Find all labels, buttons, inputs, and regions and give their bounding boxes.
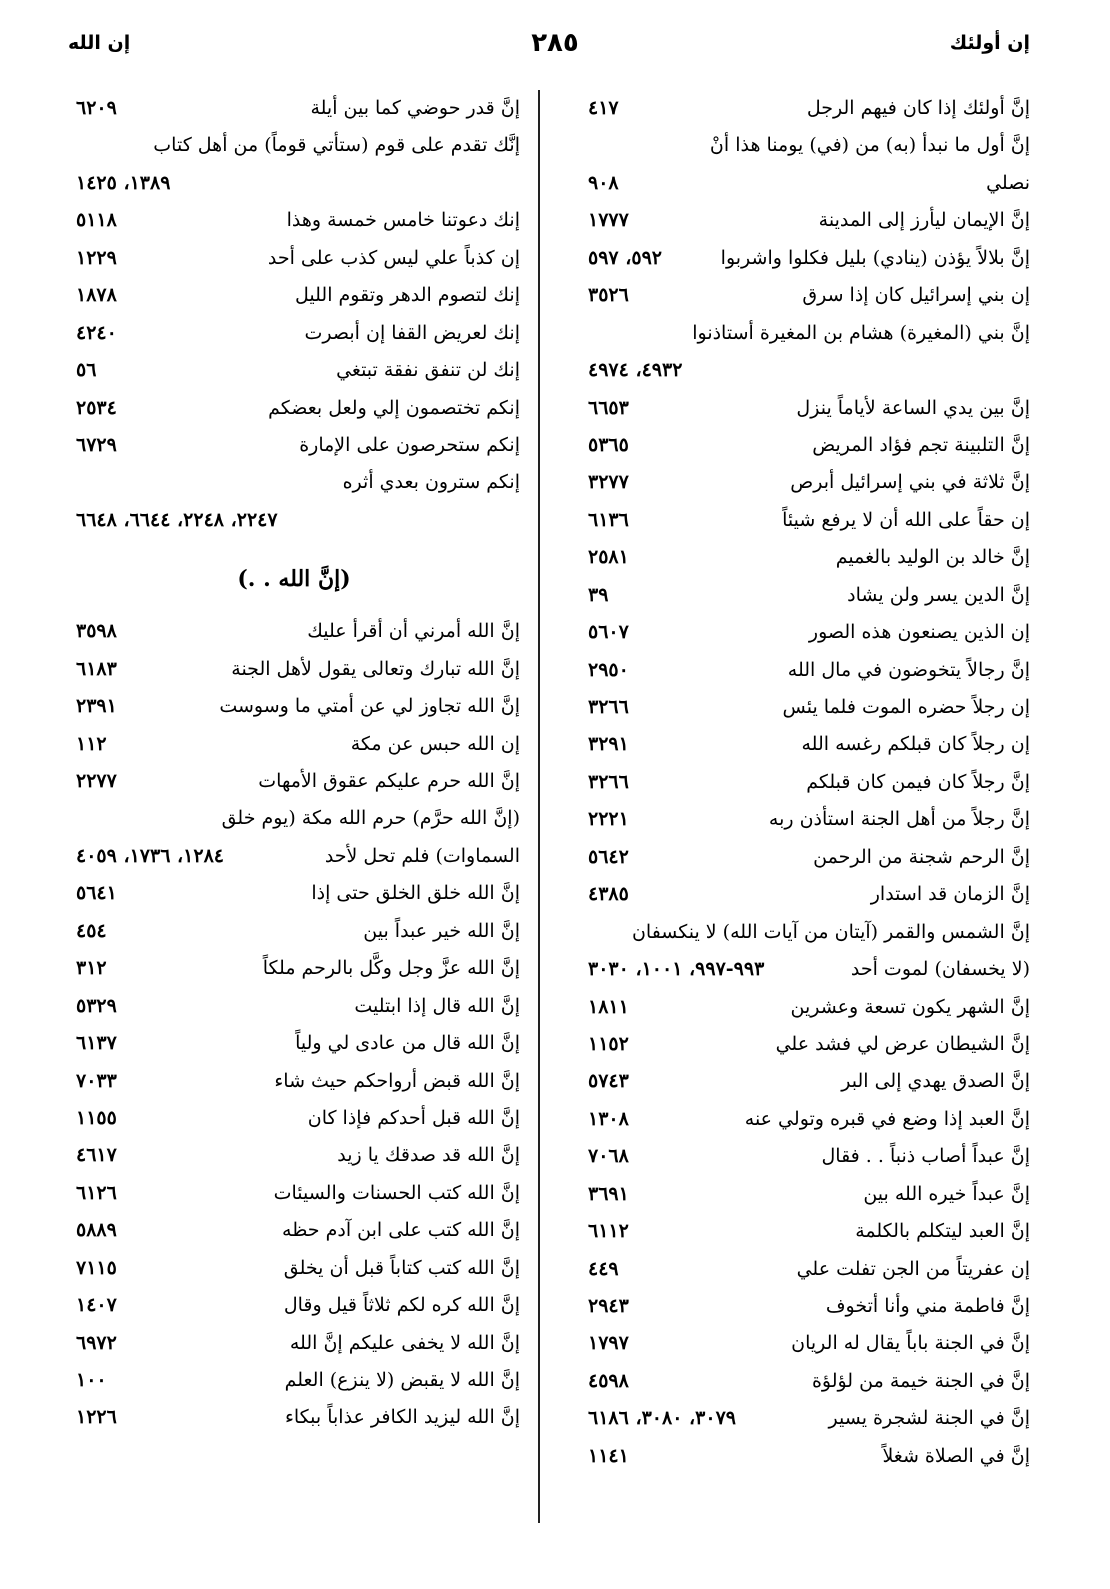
entry-number: ٥١١٨ xyxy=(76,209,117,232)
index-entry xyxy=(580,614,1030,651)
index-entry xyxy=(68,464,520,501)
entry-text: إنكم ستحرصون على الإمارة xyxy=(299,433,520,456)
entry-number: ٩٠٨ xyxy=(588,171,619,194)
entry-text: (إنَّ الله حرَّم) حرم الله مكة (يوم خلق xyxy=(221,807,520,830)
right-column xyxy=(580,90,1030,1475)
entry-number: ٢٣٩١ xyxy=(76,695,117,718)
index-entry xyxy=(68,90,520,127)
entry-number: ١٤٠٧ xyxy=(76,1294,117,1317)
entry-number: ٥٦٤٢ xyxy=(588,845,629,868)
index-entry xyxy=(68,651,520,688)
running-header-left: إن الله xyxy=(68,32,131,54)
index-entry xyxy=(580,1101,1030,1138)
entry-number: ٢٩٥٠ xyxy=(588,658,629,681)
entry-text: إنَّ الله أمرني أن أقرأ عليك xyxy=(307,620,520,643)
entry-number: ٥٨٨٩ xyxy=(76,1219,117,1242)
entry-number: ٧٠٣٣ xyxy=(76,1069,117,1092)
index-entry xyxy=(68,1137,520,1174)
index-entry xyxy=(580,1176,1030,1213)
index-entry xyxy=(68,1212,520,1249)
entry-text: إنَّ الله قبض أرواحكم حيث شاء xyxy=(274,1069,520,1092)
index-entry xyxy=(68,1100,520,1137)
entry-text: إنَّ الله قال إذا ابتليت xyxy=(354,994,520,1017)
entry-text: إنَّ رجالاً يتخوضون في مال الله xyxy=(787,658,1030,681)
entry-text: إنَّ في الجنة باباً يقال له الريان xyxy=(791,1332,1030,1355)
index-entry xyxy=(580,1063,1030,1100)
index-entry xyxy=(68,1362,520,1399)
index-entry xyxy=(580,427,1030,464)
entry-text: إنَّ في الجنة خيمة من لؤلؤة xyxy=(811,1369,1030,1392)
entry-text: إنَّ الزمان قد استدار xyxy=(870,883,1030,906)
index-entry xyxy=(68,277,520,314)
entry-text: إنَّ رجلاً كان فيمن كان قبلكم xyxy=(806,770,1030,793)
entry-number: ٥٦٠٧ xyxy=(588,621,629,644)
index-entry xyxy=(68,1287,520,1324)
entry-text: إنَّ العبد إذا وضع في قبره وتولي عنه xyxy=(744,1107,1030,1130)
entry-number: ٧١١٥ xyxy=(76,1256,117,1279)
entry-text: إنَّ الشمس والقمر (آيتان من آيات الله) لا ينكسفان xyxy=(631,920,1030,943)
entry-text: إنك لعريض القفا إن أبصرت xyxy=(304,321,520,344)
index-entry xyxy=(580,127,1030,164)
entry-number: ٤٢٤٠ xyxy=(76,321,117,344)
entry-number: ٢٩٤٣ xyxy=(588,1295,629,1317)
entry-number: ١١٢ xyxy=(76,732,107,755)
entry-text: إنَّ الله كتب الحسنات والسيئات xyxy=(273,1181,520,1204)
entry-number: ١١٥٢ xyxy=(588,1032,629,1055)
index-entry xyxy=(68,390,520,427)
index-entry xyxy=(68,763,520,800)
entry-text: إنَّ الله خلق الخلق حتى إذا xyxy=(311,882,520,905)
entry-number: ٢٥٣٤ xyxy=(76,396,117,419)
entry-number: ٦٦٥٣ xyxy=(588,396,629,419)
index-entry xyxy=(68,988,520,1025)
entry-number: ٣٢٦٦ xyxy=(588,770,629,793)
entry-number: ٥٩٢، ٥٩٧ xyxy=(588,246,662,269)
entry-text: إنَّ فاطمة مني وأنا أتخوف xyxy=(825,1295,1030,1317)
entry-text: إنَّ ثلاثة في بني إسرائيل أبرص xyxy=(790,471,1030,494)
entry-number: ١٧٩٧ xyxy=(588,1332,629,1355)
entry-number: ٣٥٢٦ xyxy=(588,284,629,307)
entry-number: ١٢٢٩ xyxy=(76,246,117,269)
entry-number: ٦١٨٣ xyxy=(76,657,117,680)
index-entry xyxy=(580,1138,1030,1175)
entry-text: إنَّ الدين يسر ولن يشاد xyxy=(847,583,1030,606)
entry-number: ٦١١٢ xyxy=(588,1220,629,1243)
index-entry xyxy=(68,1025,520,1062)
left-column xyxy=(68,90,520,1437)
index-entry xyxy=(68,688,520,725)
index-entry xyxy=(580,951,1030,988)
index-entry xyxy=(68,427,520,464)
index-entry xyxy=(580,689,1030,726)
entry-text: إن كذباً علي ليس كذب على أحد xyxy=(267,246,520,269)
entry-text: إنَّ قدر حوضي كما بين أيلة xyxy=(310,97,520,119)
entry-number: ١٨٧٨ xyxy=(76,284,117,307)
entry-number: ٦٧٢٩ xyxy=(76,433,117,456)
index-entry xyxy=(580,876,1030,913)
entry-number: ٢٢٧٧ xyxy=(76,770,117,792)
entry-number: ٦١٣٧ xyxy=(76,1032,117,1055)
index-entry xyxy=(68,838,520,875)
index-entry xyxy=(68,202,520,239)
section-title: (إنَّ الله . .) xyxy=(237,566,351,593)
index-entry xyxy=(580,839,1030,876)
entry-number: ٢٥٨١ xyxy=(588,546,629,569)
entry-number: ٩٩٣-٩٩٧، ١٠٠١، ٣٠٣٠ xyxy=(588,958,765,981)
entry-number: ٥٣٢٩ xyxy=(76,994,117,1017)
index-entry xyxy=(580,989,1030,1026)
entry-text: إنَّ عبداً خيره الله بين xyxy=(863,1182,1030,1205)
index-entry xyxy=(68,950,520,987)
index-entry xyxy=(68,1175,520,1212)
index-entry xyxy=(580,240,1030,277)
entry-number: ١١٥٥ xyxy=(76,1106,117,1129)
index-entry xyxy=(68,315,520,352)
entry-text: إنَّ الله تبارك وتعالى يقول لأهل الجنة xyxy=(231,657,520,680)
entry-text: إنَّ الله لا يخفى عليكم إنَّ الله xyxy=(289,1331,520,1354)
entry-text: إنك لن تنفق نفقة تبتغي xyxy=(336,359,520,382)
index-entry xyxy=(68,875,520,912)
entry-text: إنَّ الله عزَّ وجل وكَّل بالرحم ملكاً xyxy=(262,957,520,980)
index-entry xyxy=(68,726,520,763)
index-entry xyxy=(580,1251,1030,1288)
index-entry xyxy=(580,202,1030,239)
index-entry xyxy=(580,352,1030,389)
index-entry xyxy=(580,1438,1030,1475)
entry-text: إنَّ الله قبل أحدكم فإذا كان xyxy=(307,1106,520,1129)
index-entry xyxy=(580,1363,1030,1400)
entry-number: ٣١٢ xyxy=(76,957,107,980)
entry-text: إنَّك تقدم على قوم (ستأتي قوماً) من أهل كتاب xyxy=(153,134,520,157)
index-entry xyxy=(580,1026,1030,1063)
entry-number: ٦١٣٦ xyxy=(588,508,629,531)
entry-text: إنَّ الله خير عبداً بين xyxy=(363,919,520,942)
entry-text: إنَّ في الصلاة شغلاً xyxy=(882,1444,1030,1467)
entry-text: إنَّ أولئك إذا كان فيهم الرجل xyxy=(806,97,1030,119)
index-entry xyxy=(68,127,520,164)
entry-text: إنَّ التلبينة تجم فؤاد المريض xyxy=(812,433,1030,456)
entry-number: ٤٥٤ xyxy=(76,919,107,942)
entry-number: ١٣٨٩، ١٤٢٥ xyxy=(76,171,171,194)
running-header-right: إن أولئك xyxy=(949,32,1030,54)
entry-number: ٤١٧ xyxy=(588,97,619,119)
entry-text: إنَّ في الجنة لشجرة يسير xyxy=(828,1407,1030,1430)
entry-text: إنَّ خالد بن الوليد بالغميم xyxy=(835,546,1030,569)
entry-number: ٦٩٧٢ xyxy=(76,1331,117,1354)
entry-text: إنَّ العبد ليتكلم بالكلمة xyxy=(855,1220,1030,1243)
entry-text: (لا يخسفان) لموت أحد xyxy=(850,958,1030,981)
entry-text: إنَّ الله تجاوز لي عن أمتي ما وسوست xyxy=(219,695,520,718)
index-entry xyxy=(68,1325,520,1362)
entry-text: إنَّ عبداً أصاب ذنباً . . فقال xyxy=(821,1145,1030,1168)
entry-text: إنَّ بين يدي الساعة لأياماً ينزل xyxy=(796,396,1030,419)
entry-number: ١٢٨٤، ١٧٣٦، ٤٠٥٩ xyxy=(76,844,224,867)
index-entry xyxy=(580,277,1030,314)
left-column-entries xyxy=(68,90,520,539)
entry-text: إنَّ رجلاً من أهل الجنة استأذن ربه xyxy=(768,808,1030,831)
entry-text: إنَّ بلالاً يؤذن (ينادي) بليل فكلوا واشربوا xyxy=(720,246,1030,269)
entry-text: إنَّ الله قال من عادى لي ولياً xyxy=(295,1032,520,1055)
index-entry xyxy=(68,502,520,539)
entry-text: إن الذين يصنعون هذه الصور xyxy=(808,621,1030,644)
entry-number: ٣٢٩١ xyxy=(588,733,629,756)
index-entry xyxy=(68,913,520,950)
entry-number: ١٨١١ xyxy=(588,995,629,1018)
index-entry xyxy=(580,652,1030,689)
entry-number: ٧٠٦٨ xyxy=(588,1145,629,1168)
entry-text: إنَّ الله ليزيد الكافر عذاباً ببكاء xyxy=(284,1406,520,1429)
index-entry xyxy=(68,613,520,650)
entry-text: إنك دعوتنا خامس خمسة وهذا xyxy=(286,209,520,232)
entry-text: إن عفريتاً من الجن تفلت علي xyxy=(796,1257,1030,1280)
entry-number: ١٧٧٧ xyxy=(588,209,629,232)
entry-number: ٥٣٦٥ xyxy=(588,433,629,456)
entry-text: إنَّ الله لا يقبض (لا ينزع) العلم xyxy=(284,1369,520,1391)
entry-number: ١٢٢٦ xyxy=(76,1406,117,1429)
entry-number: ٣٩ xyxy=(588,583,609,606)
index-entry xyxy=(68,1063,520,1100)
index-entry xyxy=(580,539,1030,576)
entry-text: إن رجلاً حضره الموت فلما يئس xyxy=(782,696,1030,718)
index-entry xyxy=(580,577,1030,614)
index-entry xyxy=(580,801,1030,838)
entry-text: إنَّ الله كره لكم ثلاثاً قيل وقال xyxy=(283,1294,520,1317)
entry-text: إن رجلاً كان قبلكم رغسه الله xyxy=(801,733,1030,756)
index-entry xyxy=(580,1400,1030,1437)
entry-text: إنَّ الله حرم عليكم عقوق الأمهات xyxy=(258,770,520,792)
column-divider xyxy=(538,90,540,1523)
entry-text: إن بني إسرائيل كان إذا سرق xyxy=(802,284,1030,307)
entry-text: إنكم تختصمون إلي ولعل بعضكم xyxy=(268,396,520,419)
index-entry xyxy=(580,464,1030,501)
index-entry xyxy=(580,315,1030,352)
index-entry xyxy=(580,90,1030,127)
entry-number: ٦٢٠٩ xyxy=(76,97,117,119)
entry-number: ٣٠٧٩، ٣٠٨٠، ٦١٨٦ xyxy=(588,1407,736,1430)
entry-number: ١١٤١ xyxy=(588,1444,629,1467)
index-entry xyxy=(68,165,520,202)
entry-number: ٢٢٢١ xyxy=(588,808,629,831)
entry-text: إنَّ بني (المغيرة) هشام بن المغيرة أستاذنوا xyxy=(692,321,1030,344)
entry-number: ٤٥٩٨ xyxy=(588,1369,629,1392)
entry-text: إنَّ الله كتب كتاباً قبل أن يخلق xyxy=(283,1256,520,1279)
entry-text: إنَّ الشهر يكون تسعة وعشرين xyxy=(790,995,1030,1018)
index-entry xyxy=(68,240,520,277)
index-entry xyxy=(580,1288,1030,1325)
entry-text: إنَّ الشيطان عرض لي فشد علي xyxy=(775,1032,1030,1055)
entry-number: ٤٦١٧ xyxy=(76,1144,117,1167)
entry-text: إنك لتصوم الدهر وتقوم الليل xyxy=(295,284,520,307)
entry-text: إنَّ الصدق يهدي إلى البر xyxy=(841,1070,1030,1093)
page-number: ٢٨٥ xyxy=(531,28,579,58)
entry-text: إنَّ الإيمان ليأرز إلى المدينة xyxy=(818,209,1030,232)
entry-number: ٤٣٨٥ xyxy=(588,883,629,906)
index-entry xyxy=(580,1325,1030,1362)
entry-number: ٥٧٤٣ xyxy=(588,1070,629,1093)
entry-number: ٣٢٦٦ xyxy=(588,696,629,718)
index-entry xyxy=(68,1399,520,1436)
index-entry xyxy=(580,390,1030,427)
entry-number: ٣٢٧٧ xyxy=(588,471,629,494)
section-entries xyxy=(68,613,520,1437)
entry-number: ٦١٢٦ xyxy=(76,1181,117,1204)
index-entry xyxy=(68,800,520,837)
entry-text: إنَّ الرحم شجنة من الرحمن xyxy=(813,845,1030,868)
index-entry xyxy=(68,1250,520,1287)
entry-text: إنَّ أول ما نبدأ (به) من (في) يومنا هذا أنْ xyxy=(709,134,1030,157)
entry-number: ٥٦ xyxy=(76,359,97,382)
entry-text: إنَّ الله كتب على ابن آدم حظه xyxy=(282,1219,520,1242)
entry-number: ١٣٠٨ xyxy=(588,1107,629,1130)
entry-number: ٢٢٤٧، ٢٢٤٨، ٦٦٤٤، ٦٦٤٨ xyxy=(76,508,278,531)
entry-number: ٤٩٣٢، ٤٩٧٤ xyxy=(588,359,683,382)
entry-number: ٣٥٩٨ xyxy=(76,620,117,643)
index-entry xyxy=(580,914,1030,951)
index-entry xyxy=(580,502,1030,539)
entry-text: إنكم سترون بعدي أثره xyxy=(342,471,520,494)
index-entry xyxy=(68,352,520,389)
index-entry xyxy=(580,165,1030,202)
index-entry xyxy=(580,764,1030,801)
index-entry xyxy=(580,726,1030,763)
entry-number: ٤٤٩ xyxy=(588,1257,619,1280)
entry-text: إن الله حبس عن مكة xyxy=(350,732,520,755)
entry-text: السماوات) فلم تحل لأحد xyxy=(324,844,520,867)
entry-number: ٥٦٤١ xyxy=(76,882,117,905)
entry-text: إن حقاً على الله أن لا يرفع شيئاً xyxy=(782,508,1030,531)
entry-text: إنَّ الله قد صدقك يا زيد xyxy=(337,1144,520,1167)
entry-number: ١٠٠ xyxy=(76,1369,107,1391)
entry-text: نصلي xyxy=(986,171,1030,194)
index-entry xyxy=(580,1213,1030,1250)
entry-number: ٣٦٩١ xyxy=(588,1182,629,1205)
